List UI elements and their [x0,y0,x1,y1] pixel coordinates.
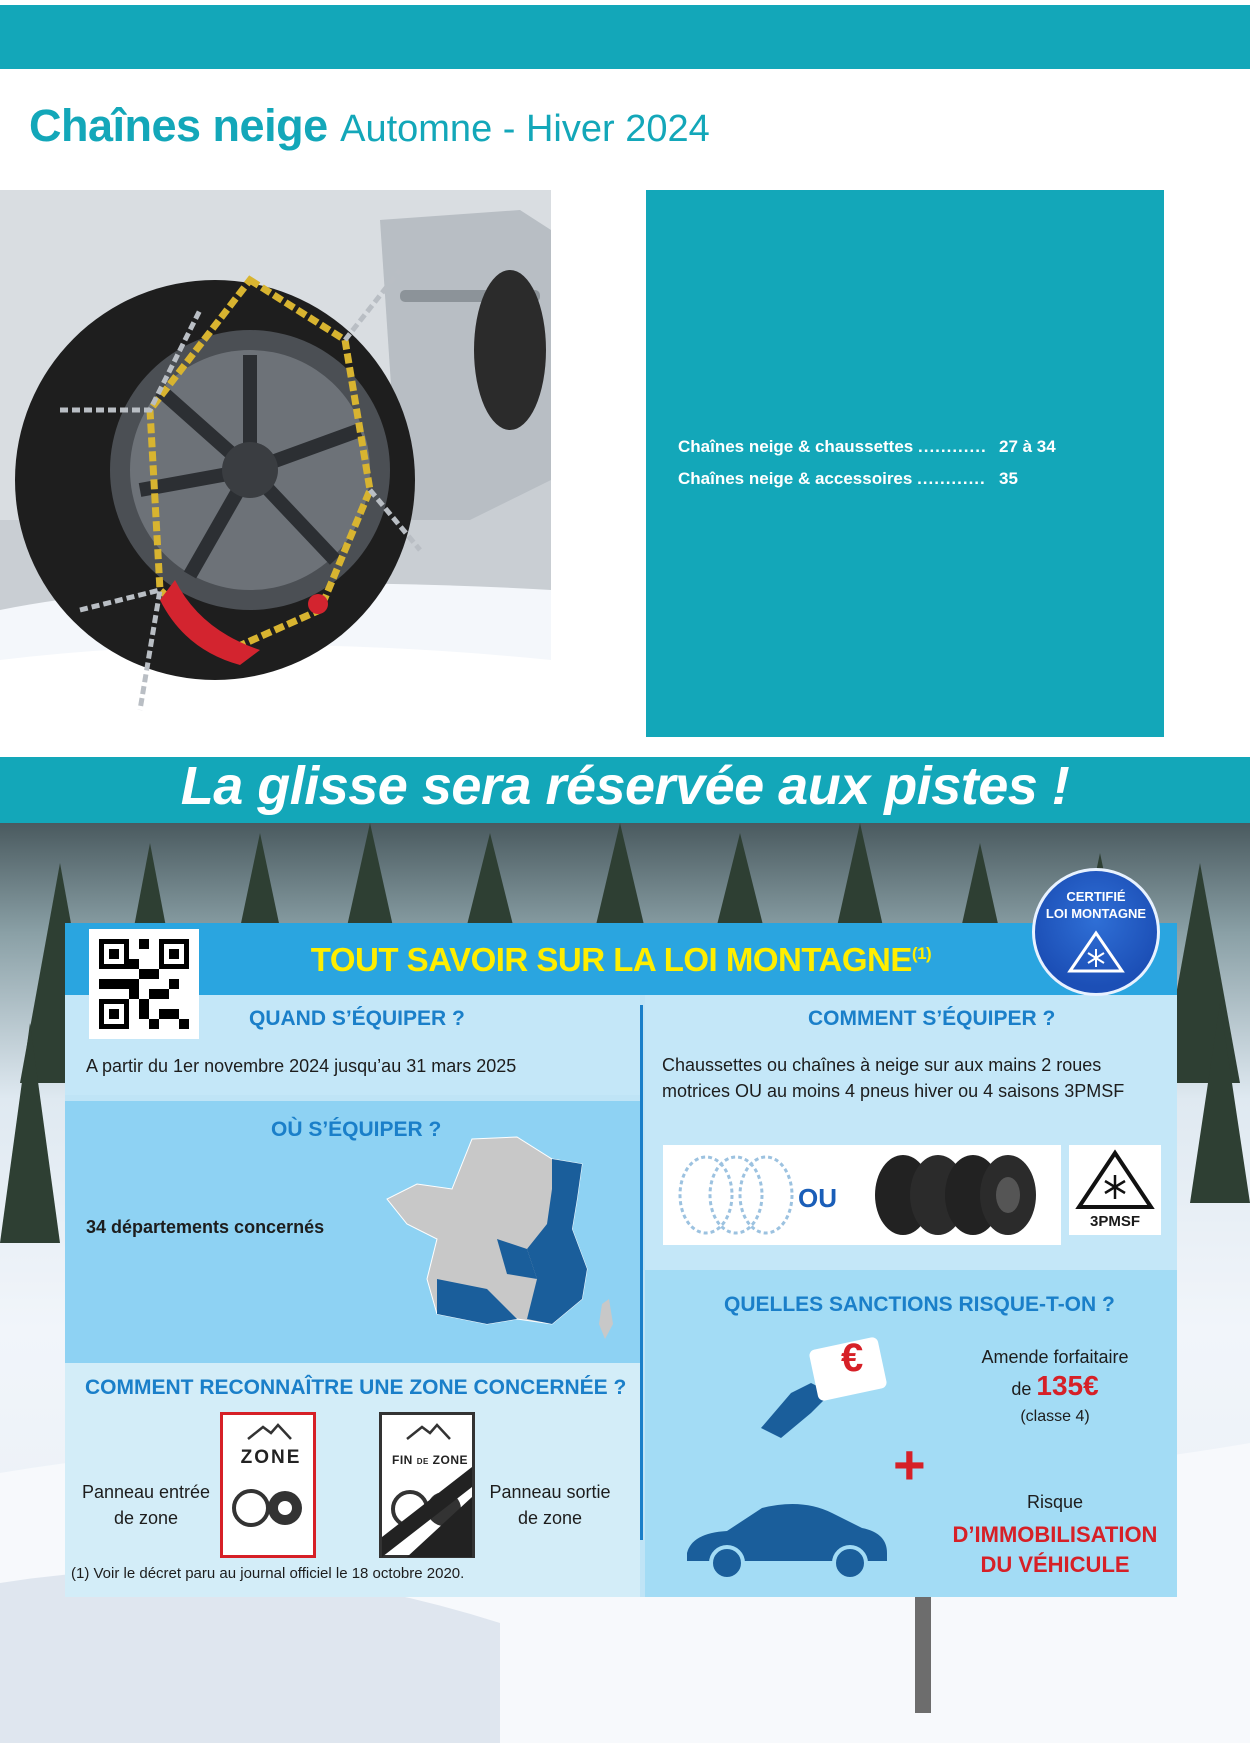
mountain-law-panel [65,923,1177,1597]
page-title-sub: Automne - Hiver 2024 [340,108,710,150]
panel-title [65,941,1177,979]
risk-line2: DU VÉHICULE [980,1552,1130,1577]
risk-label: Risque [1026,1492,1084,1512]
fine-amount-line [965,1370,1145,1402]
toc-dots: ............ [917,469,986,488]
page-title-main: Chaînes neige [29,100,328,151]
or-label: OU [798,1183,837,1213]
how-text-line2: motrices OU au moins 4 pneus hiver ou 4 saisons 3PMSF [662,1081,1125,1101]
exit-sign-fin: FIN [392,1453,413,1467]
toc-page: 27 à 34 [999,437,1056,456]
toc-label: Chaînes neige & accessoires [678,469,913,488]
chain-icon [671,1145,801,1245]
badge-line2: LOI MONTAGNE [1045,906,1147,921]
3pmsf-label: 3PMSF [1089,1213,1140,1230]
zone-heading: COMMENT RECONNAÎTRE UNE ZONE CONCERNÉE ? [85,1376,627,1399]
where-text: 34 départements concernés [86,1217,325,1237]
zone-entry-sign [220,1412,316,1558]
car-icon [682,1493,892,1583]
fine-class: (classe 4) [1020,1408,1090,1425]
how-heading: COMMENT S’ÉQUIPER ? [808,1007,1056,1030]
zone-exit-caption [485,1479,615,1531]
toc-label: Chaînes neige & chaussettes [678,437,914,456]
toc-dots: ............ [918,437,987,456]
certified-mountain-law-badge [1032,868,1160,996]
mountain-snowflake-icon [1066,929,1126,975]
zone-exit-sign [379,1412,475,1558]
zone-exit-sign-label [382,1453,478,1467]
sanctions-heading: QUELLES SANCTIONS RISQUE-T-ON ? [724,1293,1115,1316]
zone-entry-caption-line2: de zone [113,1508,179,1528]
toc-page: 35 [999,469,1018,488]
france-map [377,1129,647,1364]
when-heading: QUAND S’ÉQUIPER ? [249,1007,465,1030]
zone-entry-sign-label: ZONE [240,1447,302,1468]
exit-sign-zone: ZONE [432,1453,468,1467]
equipment-illustration [663,1145,1061,1245]
risk-text [925,1520,1185,1580]
when-text: A partir du 1er novembre 2024 jusqu’au 31 mars 2025 [86,1056,517,1076]
top-color-band [0,5,1250,69]
footnote: (1) Voir le décret paru au journal officiel le 18 octobre 2020. [71,1565,465,1582]
zone-exit-caption-line2: de zone [517,1508,583,1528]
hero-photo-snow-chain [0,190,551,737]
zone-entry-caption-line1: Panneau entrée [81,1482,211,1502]
winter-tyres-icon [863,1145,1053,1245]
where-heading: OÙ S’ÉQUIPER ? [271,1118,442,1141]
fine-amount: 135€ [1036,1370,1099,1401]
how-text-line1: Chaussettes ou chaînes à neige sur aux mains 2 roues [662,1055,1102,1075]
page-title [29,100,710,152]
badge-line1: CERTIFIÉ [1066,889,1126,904]
zone-exit-caption-line1: Panneau sortie [489,1482,611,1502]
toc-row[interactable] [678,437,1056,457]
panel-title-footnote-mark: (1) [911,944,932,963]
slogan-text: La glisse sera réservée aux pistes ! [180,756,1070,816]
3pmsf-logo [1069,1145,1161,1235]
table-of-contents [646,190,1164,737]
qr-code[interactable] [89,929,199,1039]
panel-title-text: TOUT SAVOIR SUR LA LOI MONTAGNE [310,941,912,978]
badge-text [1035,888,1157,922]
fine-label: Amende forfaitaire [981,1347,1129,1367]
exit-sign-de: DE [416,1457,429,1466]
toc-row[interactable] [678,469,1018,489]
euro-icon: € [841,1336,864,1380]
hand-fine-icon [751,1333,891,1443]
how-text [662,1052,1124,1104]
zone-entry-caption [81,1479,211,1531]
plus-icon: + [893,1433,926,1496]
fine-prefix: de [1011,1379,1032,1399]
risk-line1: D’IMMOBILISATION [952,1522,1158,1547]
